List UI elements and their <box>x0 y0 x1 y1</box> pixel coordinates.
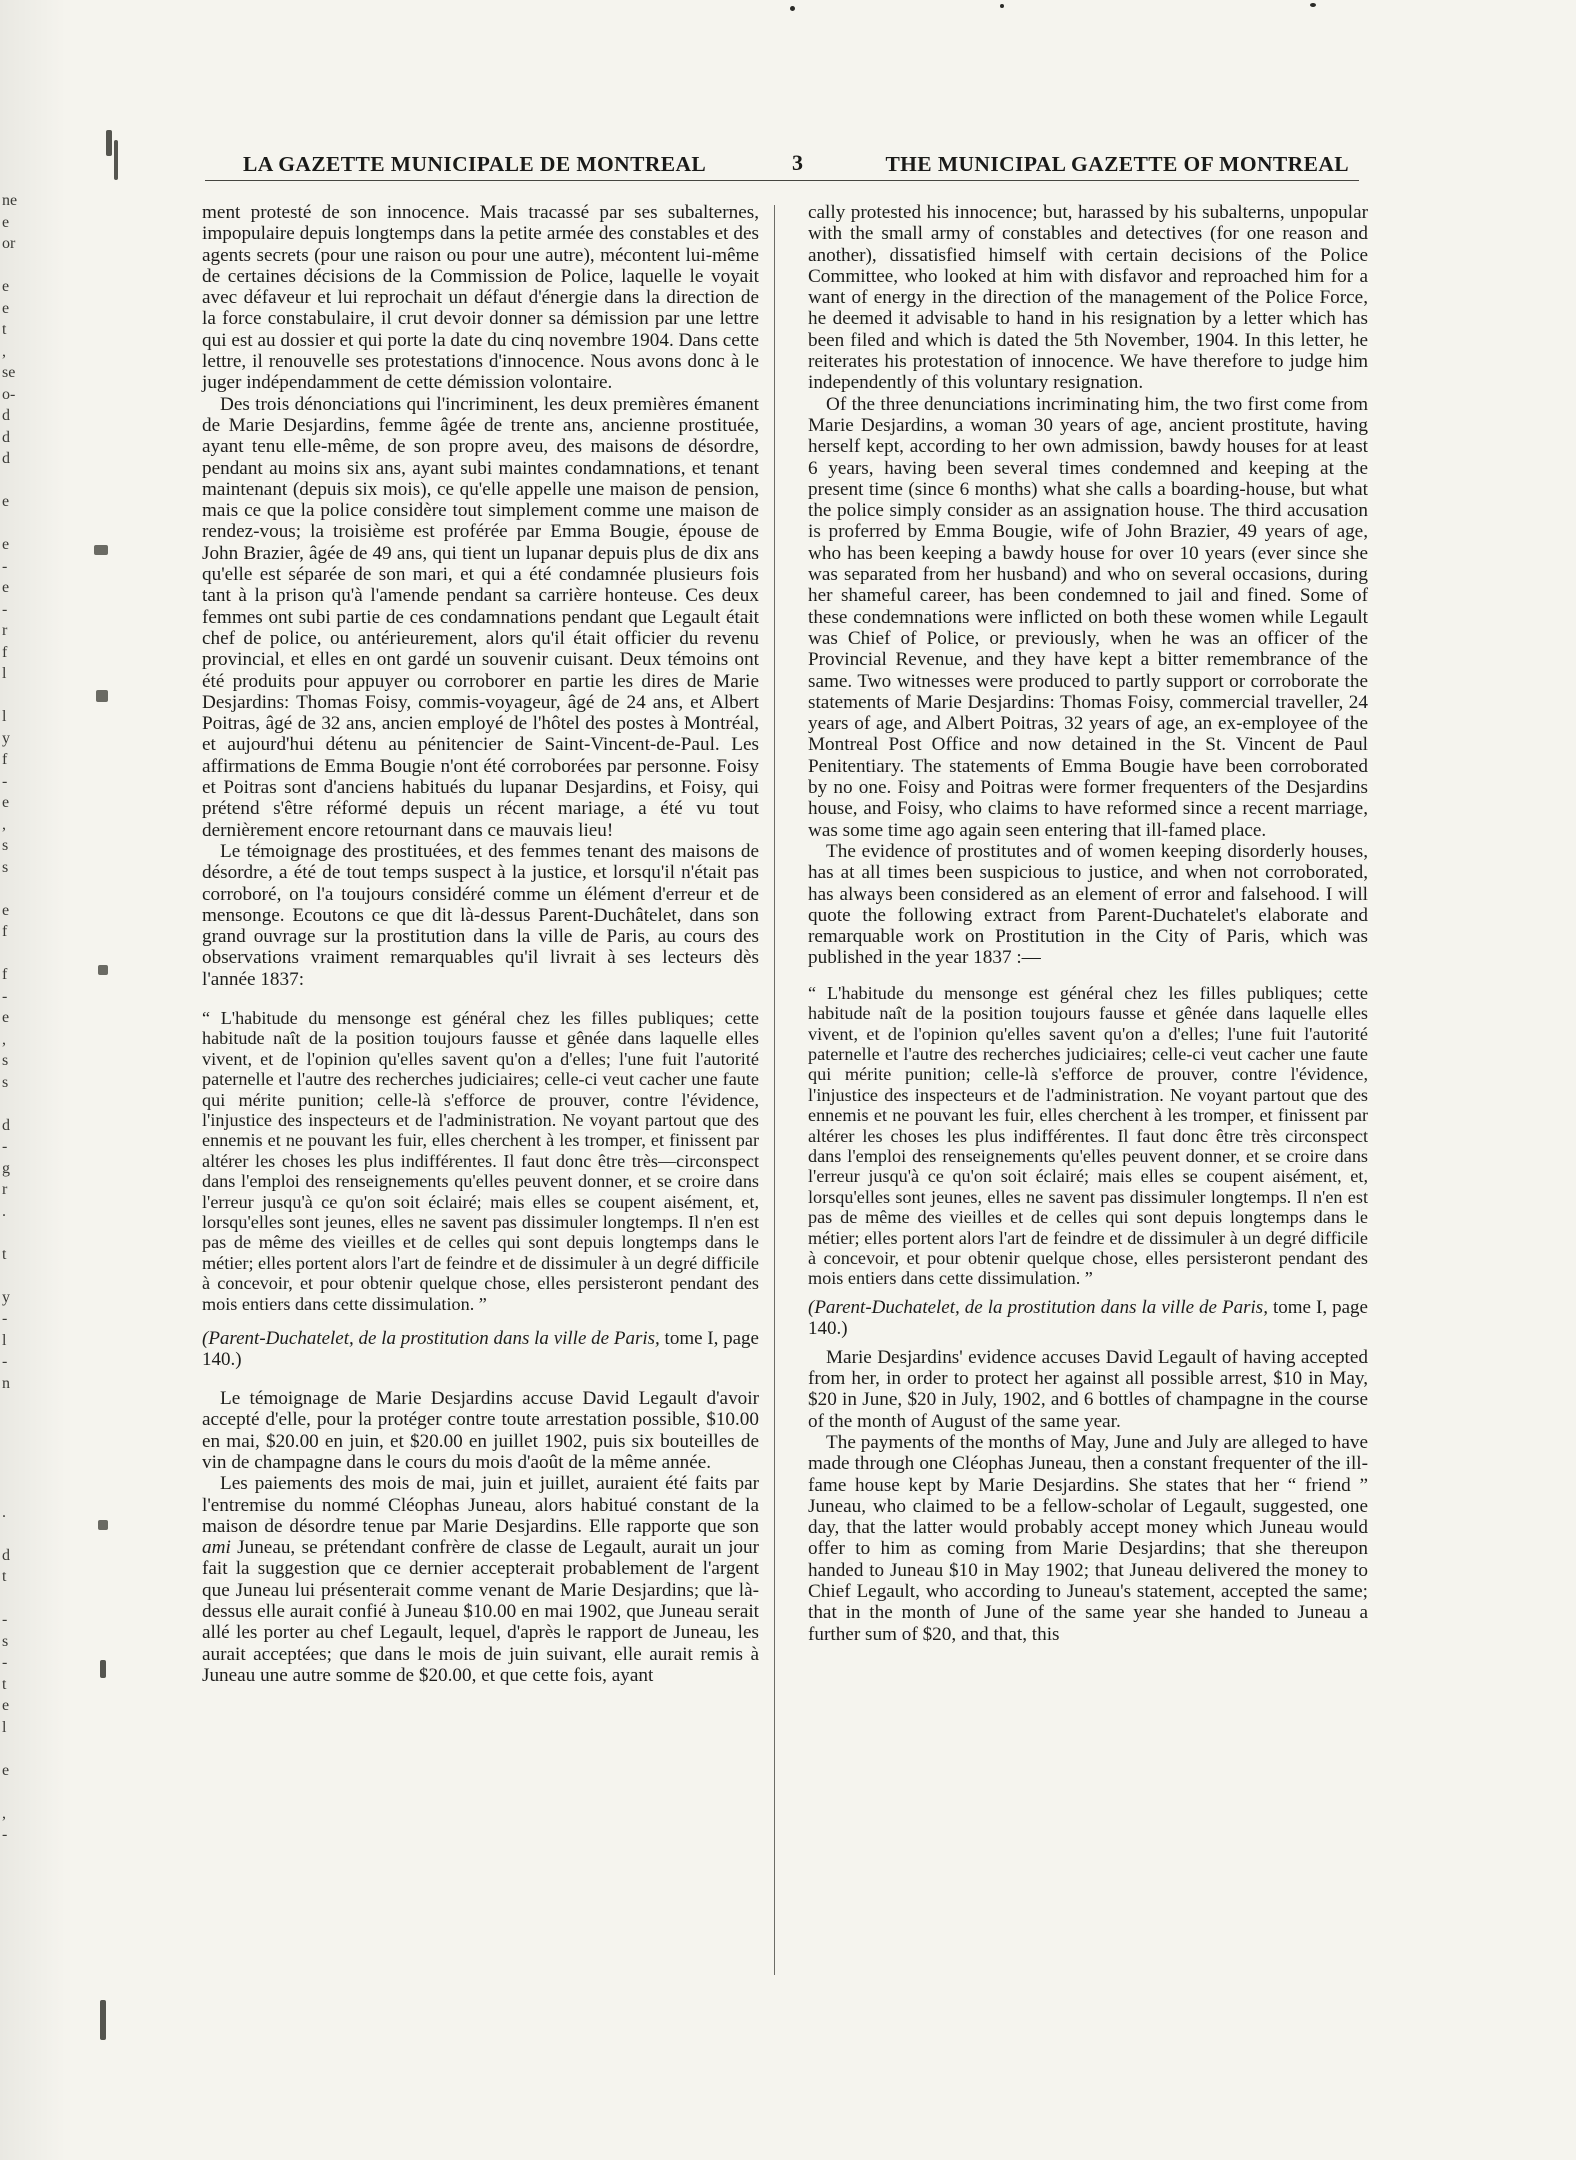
fr-citation <box>202 1328 759 1370</box>
en-citation-page: tome I, page 140.) <box>808 1296 1368 1339</box>
binding-marks <box>66 100 136 2060</box>
en-citation-title: (Parent-Duchatelet, de la prostitution dans la ville de Paris, <box>808 1296 1268 1318</box>
header-rule <box>205 180 1359 181</box>
fr-citation-page: tome I, page 140.) <box>202 1328 759 1371</box>
fr-ami-word: ami <box>202 1537 231 1559</box>
en-paragraph-4: Marie Desjardins' evidence accuses David Legault of having accepted from her, in order to protect her against all possible arrest, $10 in May, $20 in June, $20 in July, 1902, and 6 bottles of champagne in the course of the month of August of the same year. <box>808 1346 1368 1432</box>
fr-citation-title: (Parent-Duchatelet, de la prostitution dans la ville de Paris, <box>202 1328 660 1350</box>
french-column <box>202 202 759 1686</box>
page-number: 3 <box>792 150 804 175</box>
column-divider <box>774 205 775 1975</box>
header-english-title: THE MUNICIPAL GAZETTE OF MONTREAL <box>885 152 1349 176</box>
fr-quote-text: “ L'habitude du mensonge est général chez les filles publiques; cette habitude naît de la position toujours fausse et gênée dans laquelle elles vivent, et de l'opinion qu'elles savent qu'on a d'elles; l'une fuit l'autorité paternelle et l'autre des recherches judiciaires; celle-ci veut cacher une faute qui mérite punition; celle-là s'efforce de prouver, contre l'évidence, l'injustice des inspecteurs et de l'administration. Ne voyant partout que des ennemis et ne pouvant les fuir, elles cherchent à les tromper, et finissent par altérer les choses les plus indifférentes. Il faut donc être très—circonspect dans l'emploi des renseignements qu'elles peuvent donner, et se croire dans l'erreur jusqu'à ce qu'on soit éclairé; mais elles se coupent aisément, et, lorsqu'elles sont jeunes, elles ne savent pas dissimuler longtemps. Il n'en est pas de même des vieilles et de celles qui sont depuis longtemps dans le métier; elles portent alors l'art de feindre et de dissimuler à un degré difficile à concevoir, et pour obtenir quelque chose, elles persisteront pendant des mois entiers dans cette dissimulation. ” <box>202 1007 759 1314</box>
previous-page-edge <box>0 0 66 2160</box>
fr-paragraph-2: Des trois dénonciations qui l'incriminent, les deux premières émanent de Marie Desjardins, femme âgée de trente ans, ancienne prostituée, ayant tenu elle-même, de son propre aveu, des maisons de désordre, pendant au moins six ans, ayant subi maintes condamnations, et tenant maintenant (depuis six mois), ce qu'elle appelle une maison de pension, mais ce que la police considère tout simplement comme une maison de rendez-vous; la troisième est proférée par Emma Bougie, épouse de John Brazier, âgée de 49 ans, qui tient un lupanar depuis plus de dix ans qu'elle est séparée de son mari, et qui a été condamnée plusieurs fois tant à la prison qu'à l'amende pendant sa carrière honteuse. Ces deux femmes ont subi partie de ces condamnations pendant que Legault était chef de police, ou antérieurement, alors qu'il était officier du revenu provincial, et elles en ont gardé un souvenir cuisant. Deux témoins ont été produits pour appuyer ou corroborer en partie les dires de Marie Desjardins: Thomas Foisy, commis-voyageur, âgé de 24 ans, et Albert Poitras, âgé de 32 ans, ancien employé de l'hôtel des postes à Montréal, et aujourd'hui détenu au pénitencier de Saint-Vincent-de-Paul. Les affirmations de Emma Bougie n'ont été corroborées par personne. Foisy et Poitras sont d'anciens habitués du lupanar Desjardins, et Foisy, qui prétend s'être réformé depuis un récent mariage, a été vu tout dernièrement encore retournant dans ce mauvais lieu! <box>202 393 759 841</box>
en-paragraph-1: cally protested his innocence; but, harassed by his subalterns, unpopular with the small army of constables and detectives (for one reason and another), dissatisfied himself with certain decisions of the Police Committee, who looked at him with disfavor and reproached him for a want of energy in the direction of the management of the Police Force, he deemed it advisable to hand in his resignation by a letter which has been filed and which is dated the 5th November, 1904. In this letter, he reiterates his protestation of innocence. We have therefore to judge him independently of this voluntary resignation. <box>808 202 1368 394</box>
en-citation <box>808 1297 1368 1339</box>
ink-speck <box>1000 4 1004 8</box>
fr-quotation <box>202 1008 759 1314</box>
en-paragraph-5: The payments of the months of May, June and July are alleged to have made through one Cléophas Juneau, then a constant frequenter of the ill-fame house kept by Marie Desjardins. She states that her “ friend ” Juneau, who claimed to be a fellow-scholar of Legault, suggested, one day, that the latter would probably accept money which Juneau would offer to him as coming from Marie Desjardins; that she thereupon handed to Juneau $10 in May 1902; that Juneau delivered the money to Chief Legault, who according to Juneau's statement, accepted the same; that in the month of June of the same year she handed to Juneau a further sum of $20, and that, this <box>808 1431 1368 1645</box>
en-paragraph-3: The evidence of prostitutes and of women keeping disorderly houses, has at all times been suspicious to justice, and when not corroborated, has always been considered as an element of error and falsehood. I will quote the following extract from Parent-Duchatelet's elaborate and remarquable work on Prostitution in the City of Paris, which was published in the year 1837 :— <box>808 840 1368 969</box>
fr-paragraph-5: Les paiements des mois de mai, juin et juillet, auraient été faits par l'entremise du nommé Cléophas Juneau, alors habitué constant de la maison de désordre tenue par Marie Desjardins. Elle rapporte que son ami Juneau, se prétendant confrère de classe de Legault, aurait un jour fait la suggestion que ce dernier accepterait probablement de l'argent que Juneau lui présenterait comme venant de Marie Desjardins; que là-dessus elle aurait confié à Juneau $10.00 en mai 1902, que Juneau serait allé les porter au chef Legault, lequel, d'après le rapport de Juneau, les aurait acceptées; que dans le mois de juin suivant, elle aurait remis à Juneau une autre somme de $20.00, et que cette fois, ayant <box>202 1473 759 1686</box>
ink-speck <box>790 6 795 11</box>
fr-paragraph-4: Le témoignage de Marie Desjardins accuse David Legault d'avoir accepté d'elle, pour la protéger contre toute arrestation possible, $10.00 en mai, $20.00 en juin, et $20.00 en juillet 1902, puis six bouteilles de vin de champagne dans le cours du mois d'août de la même année. <box>202 1388 759 1473</box>
en-quote-text: “ L'habitude du mensonge est général chez les filles publiques; cette habitude naît de la position toujours fausse et gênée dans laquelle elles vivent, et de l'opinion qu'elles savent qu'on a d'elles; l'une fuit l'autorité paternelle et l'autre des recherches judiciaires; celle-ci veut cacher une faute qui mérite punition; celle-là s'efforce de prouver, contre l'évidence, l'injustice des inspecteurs et de l'administration. Ne voyant partout que des ennemis et ne pouvant les fuir, elles cherchent à les tromper, et finissent par altérer les choses les plus indifférentes. Il faut donc être très circonspect dans l'emploi des renseignements qu'elles peuvent donner, et se croire dans l'erreur jusqu'à ce qu'on soit éclairé; mais elles se coupent aisément, et, lorsqu'elles sont jeunes, elles ne savent pas dissimuler longtemps. Il n'en est pas de même des vieilles et de celles qui sont depuis longtemps dans le métier; elles portent alors l'art de feindre et de dissimuler à un degré difficile à concevoir, et pour obtenir quelque chose, elles persisteront pendant des mois entiers dans cette dissimulation. ” <box>808 982 1368 1289</box>
previous-page-text-fragments: ne e or e e t , se o- d d d e e - e - r f l l y f - e , s s e f f - e , s s d - g r . t y - l - n . d t - s - t e l e , - <box>2 192 18 1843</box>
page-header <box>205 138 1359 184</box>
en-quotation <box>808 983 1368 1289</box>
en-paragraph-2: Of the three denunciations incriminating him, the two first come from Marie Desjardins, a woman 30 years of age, ancient prostitute, having herself kept, according to her own admission, bawdy houses for at least 6 years, having been several times condemned and keeping at the present time (since 6 months) what she calls a boarding-house, but what the police simply consider as an assignation house. The third accusation is proferred by Emma Bougie, wife of John Brazier, 49 years of age, who has been keeping a bawdy house for over 10 years (ever since she was separated from her husband) and who on several occasions, during her shameful career, has been condemned to jail and fined. Some of these condemnations were inflicted on both these women while Legault was Chief of Police, or previously, when he was an officer of the Provincial Revenue, and they have kept a bitter remembrance of the same. Two witnesses were produced to partly support or corroborate the statements of Marie Desjardins: Thomas Foisy, commercial traveller, 24 years of age, and Albert Poitras, 32 years of age, an ex-employee of the Montreal Post Office and now detained in the St. Vincent de Paul Penitentiary. The statements of Emma Bougie have been corroborated by no one. Foisy and Poitras were former frequenters of the Desjardins house, and Foisy, who claims to have reformed since a recent marriage, was some time ago again seen entering that ill-famed place. <box>808 393 1368 841</box>
header-french-title: LA GAZETTE MUNICIPALE DE MONTREAL <box>243 152 707 176</box>
ink-speck <box>1310 3 1316 7</box>
english-column <box>808 202 1368 1645</box>
fr-paragraph-3: Le témoignage des prostituées, et des femmes tenant des maisons de désordre, a été de tout temps suspect à la justice, et lorsqu'il n'était pas corroboré, on l'a toujours considéré comme un élément d'erreur et de mensonge. Ecoutons ce que dit là-dessus Parent-Duchâtelet, dans son grand ouvrage sur la prostitution dans la ville de Paris, au cours des observations vraiment remarquables qu'il livrait à ses lecteurs dès l'année 1837: <box>202 840 759 990</box>
fr-paragraph-1: ment protesté de son innocence. Mais tracassé par ses subalternes, impopulaire depuis longtemps dans la petite armée des constables et des agents secrets (pour une raison ou pour une autre), mécontent lui-même de certaines décisions de la Commission de Police, laquelle le voyait avec défaveur et lui reprochait un défaut d'énergie dans la direction de la force constabulaire, il crut devoir donner sa démission par une lettre qui est au dossier et qui porte la date du cinq novembre 1904. Dans cette lettre, il renouvelle ses protestations d'innocence. Nous avons donc à le juger indépendamment de cette démission volontaire. <box>202 202 759 394</box>
